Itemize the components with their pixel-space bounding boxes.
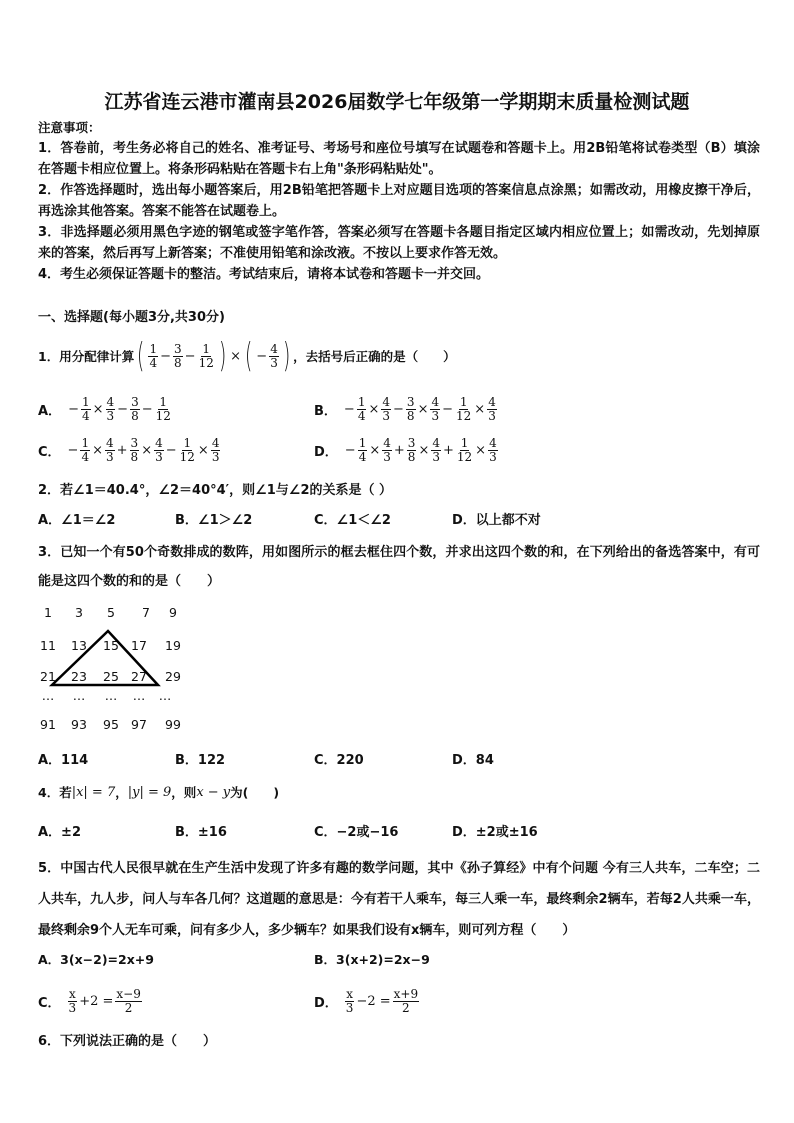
q4-mid: ，则	[171, 785, 197, 800]
q3-option-d[interactable]: D．84	[452, 753, 494, 768]
q1-suffix: ，去括号后正确的是（ ）	[293, 349, 456, 364]
grid-cell: 93	[71, 717, 87, 732]
triangle-frame	[0, 0, 200, 720]
paren-close: )	[218, 336, 227, 376]
question-4-stem	[38, 783, 279, 801]
q4-option-c[interactable]: C．−2或−16	[314, 825, 399, 840]
q4-expr: x − y	[196, 784, 231, 800]
grid-cell: 7	[142, 605, 150, 620]
notice-item-1: 1．答卷前，考生务必将自己的姓名、准考证号、考场号和座位号填写在试题卷和答题卡上。用2B铅笔将试卷类型（B）填涂在答题卡相应位置上。将条形码粘贴在答题卡右上角"条形码粘贴处"。	[38, 141, 760, 177]
frac-num: x	[346, 986, 353, 1001]
paren-close: )	[282, 336, 291, 376]
q5-option-b-text: B．3(x+2)=2x−9	[314, 952, 430, 967]
question-1-stem: 1．用分配律计算 ( $\frac{1}{4}$ − $\frac{3}{8}$ − $\frac{1}{12}$ ) × ( − $\frac{4}{3}$ ) ，去括号后正确的是（ ）	[38, 336, 456, 376]
q2-option-a[interactable]: A．∠1＝∠2	[38, 513, 116, 528]
frac-num: x−9	[116, 986, 141, 1001]
frac-den: 2	[124, 1000, 133, 1015]
q5-option-a[interactable]	[38, 950, 154, 968]
q2-option-d[interactable]: D．以上都不对	[452, 513, 541, 528]
grid-cell: 91	[40, 717, 56, 732]
q4-comma: ，	[115, 785, 128, 800]
q1-option-d[interactable]: D． − $\frac{1}{4}$ × $\frac{4}{3}$ + $\frac{3}{8}$ × $\frac{4}{3}$ + $\frac{1}{12}$ × $\frac{4}{3}$	[314, 435, 497, 464]
paren-open: (	[245, 336, 253, 376]
q4-cond2: |y| = 9	[127, 784, 172, 800]
question-2-stem: 2．若∠1＝40.4°，∠2＝40°4′，则∠1与∠2的关系是（ ）	[38, 483, 393, 498]
q1-option-a[interactable]: A． − $\frac{1}{4}$ × $\frac{4}{3}$ − $\frac{3}{8}$ − $\frac{1}{12}$	[38, 394, 171, 423]
grid-cell: 99	[165, 717, 181, 732]
grid-cell: …	[132, 688, 146, 703]
q5c-operator: +2 =	[79, 993, 114, 1009]
grid-cell: 97	[131, 717, 147, 732]
q4-option-a[interactable]: A．±2	[38, 825, 81, 840]
question-5-stem: 5．中国古代人民很早就在生产生活中发现了许多有趣的数学问题，其中《孙子算经》中有个问题 今有三人共车，二车空；二人共车，九人步，问人与车各几何？这道题的意思是：今有若干人乘车，每三人乘一车，最终剩余2辆车，若每2人共乘一车，最终剩余9个人无车可乘，问有多少人，多少辆车？如果我们设有x辆车，则可列方程（ ）	[38, 861, 760, 938]
grid-cell: 11	[40, 638, 56, 653]
paren-open: (	[137, 336, 145, 376]
grid-cell: 27	[131, 669, 147, 684]
grid-cell: …	[41, 688, 55, 703]
grid-cell: 3	[75, 605, 83, 620]
fraction: $\frac{3}{8}$	[174, 341, 182, 370]
grid-cell: 23	[71, 669, 87, 684]
grid-cell: 15	[103, 638, 119, 653]
q5-option-d-label: D．	[314, 995, 338, 1011]
q4-suffix: 为( )	[230, 785, 280, 800]
frac-num: x+9	[393, 986, 419, 1001]
q5-option-c-label: C．	[38, 995, 61, 1011]
grid-cell: …	[72, 688, 86, 703]
grid-cell: 95	[103, 717, 119, 732]
q4-option-d[interactable]: D．±2或±16	[452, 825, 538, 840]
question-6-stem: 6．下列说法正确的是（ ）	[38, 1034, 217, 1049]
fraction	[115, 988, 141, 1015]
fraction	[345, 988, 355, 1015]
fraction: $\frac{1}{4}$	[149, 341, 158, 370]
fraction	[393, 988, 419, 1015]
frac-den: 3	[345, 1000, 354, 1015]
grid-cell: 17	[131, 638, 147, 653]
q4-option-b[interactable]: B．±16	[175, 825, 227, 840]
frac-den: 2	[402, 1000, 410, 1015]
grid-cell: 5	[107, 605, 115, 620]
page-title: 江苏省连云港市灌南县2026届数学七年级第一学期期末质量检测试题	[104, 91, 690, 113]
grid-cell: …	[158, 688, 172, 703]
q3-option-c[interactable]: C．220	[314, 753, 364, 768]
q5-option-b[interactable]	[314, 950, 430, 968]
q1-option-c[interactable]: C． − $\frac{1}{4}$ × $\frac{4}{3}$ + $\frac{3}{8}$ × $\frac{4}{3}$ − $\frac{1}{12}$ × $\frac{4}{3}$	[38, 435, 220, 464]
grid-cell: 19	[165, 638, 181, 653]
notice-item-4: 4．考生必须保证答题卡的整洁。考试结束后，请将本试卷和答题卡一并交回。	[38, 267, 490, 282]
notice-heading: 注意事项：	[38, 120, 101, 135]
grid-cell: 21	[40, 669, 56, 684]
fraction: $\frac{1}{12}$	[198, 341, 214, 370]
q2-option-b[interactable]: B．∠1＞∠2	[175, 513, 253, 528]
frac-den: 3	[68, 1000, 77, 1015]
grid-cell: 25	[103, 669, 119, 684]
q4-prefix: 4．若	[38, 785, 72, 800]
q5-option-d[interactable]	[314, 984, 420, 1018]
fraction	[68, 988, 78, 1015]
grid-cell: 29	[165, 669, 181, 684]
q1-prefix: 1．用分配律计算	[38, 349, 135, 364]
question-3-stem: 3．已知一个有50个奇数排成的数阵，用如图所示的框去框住四个数，并求出这四个数的和，在下列给出的备选答案中，有可能是这四个数的和的是（ ）	[38, 545, 760, 589]
q3-option-a[interactable]: A．114	[38, 753, 89, 768]
q3-option-b[interactable]: B．122	[175, 753, 226, 768]
q4-cond1: |x| = 7	[71, 784, 116, 800]
grid-cell: 1	[44, 605, 52, 620]
q5-option-c[interactable]	[38, 984, 143, 1018]
grid-cell: 9	[169, 605, 177, 620]
grid-cell: 13	[71, 638, 87, 653]
q2-option-c[interactable]: C．∠1＜∠2	[314, 513, 391, 528]
grid-cell: …	[104, 688, 118, 703]
q5d-operator: −2 =	[356, 993, 391, 1009]
notice-item-2: 2．作答选择题时，选出每小题答案后，用2B铅笔把答题卡上对应题目选项的答案信息点涂黑；如需改动，用橡皮擦干净后，再选涂其他答案。答案不能答在试题卷上。	[38, 183, 760, 219]
section-heading: 一、选择题(每小题3分,共30分)	[38, 310, 225, 325]
fraction: $\frac{4}{3}$	[270, 341, 278, 370]
frac-num: x	[68, 986, 76, 1001]
q1-option-b[interactable]: B． − $\frac{1}{4}$ × $\frac{4}{3}$ − $\frac{3}{8}$ × $\frac{4}{3}$ − $\frac{1}{12}$ × $\frac{4}{3}$	[314, 394, 496, 423]
notice-item-3: 3．非选择题必须用黑色字迹的钢笔或签字笔作答，答案必须写在答题卡各题目指定区域内相应位置上；如需改动，先划掉原来的答案，然后再写上新答案；不准使用铅笔和涂改液。不按以上要求作答无效。	[38, 225, 760, 261]
q5-option-a-text: A．3(x−2)=2x+9	[38, 952, 154, 967]
